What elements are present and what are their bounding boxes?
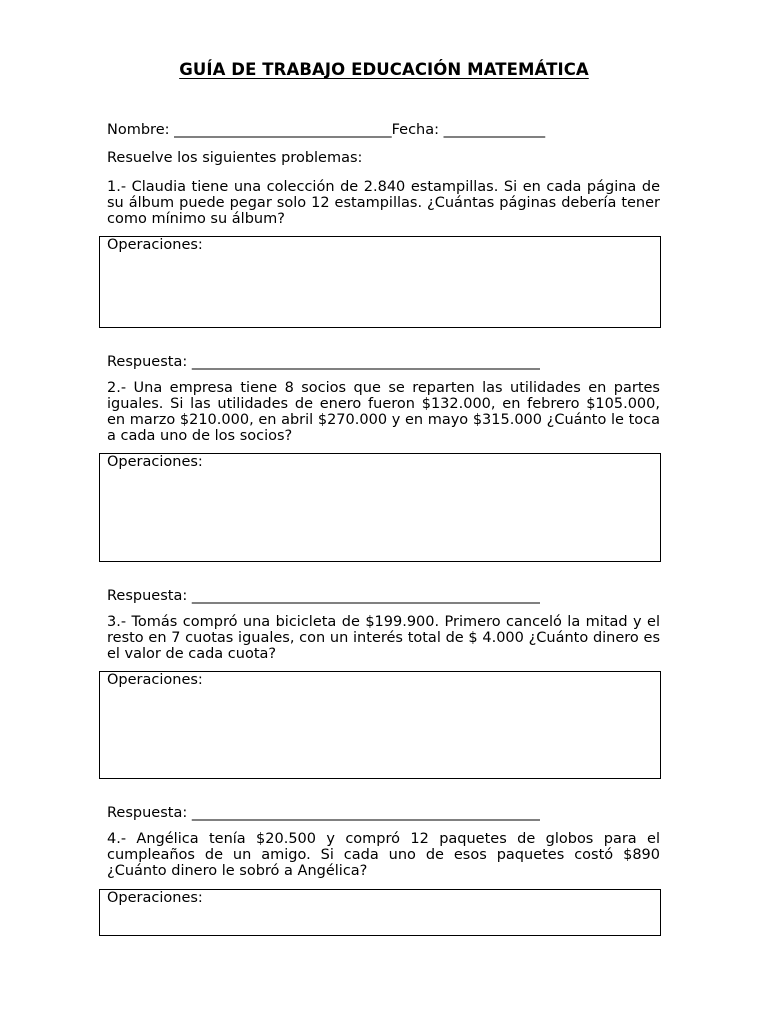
- problem-3-text: 3.- Tomás compró una bicicleta de $199.900. Primero canceló la mitad y el resto en 7 cuotas iguales, con un interés total de $ 4.000 ¿Cuánto dinero es el valor de cada cuota?: [107, 614, 660, 662]
- problem-3-answer-line: Respuesta: ________________________________________________: [107, 805, 540, 821]
- problem-1-text: 1.- Claudia tiene una colección de 2.840 estampillas. Si en cada página de su álbum puede pegar solo 12 estampillas. ¿Cuántas páginas debería tener como mínimo su álbum?: [107, 179, 660, 227]
- page-title: GUÍA DE TRABAJO EDUCACIÓN MATEMÁTICA: [179, 60, 589, 79]
- instructions: Resuelve los siguientes problemas:: [107, 150, 363, 166]
- operations-label: Operaciones:: [107, 890, 203, 906]
- operations-label: Operaciones:: [107, 454, 203, 470]
- problem-3-operations-box: [99, 671, 661, 779]
- name-date-line: Nombre: ______________________________Fecha: ______________: [107, 122, 546, 138]
- problem-2-operations-box: [99, 453, 661, 562]
- problem-4-operations-box: [99, 889, 661, 936]
- problem-2-answer-line: Respuesta: ________________________________________________: [107, 588, 540, 604]
- problem-1-operations-box: [99, 236, 661, 328]
- problem-2-text: 2.- Una empresa tiene 8 socios que se reparten las utilidades en partes iguales. Si las utilidades de enero fueron $132.000, en febrero $105.000, en marzo $210.000, en abril $270.000 y en mayo $315.000 ¿Cuánto le toca a cada uno de los socios?: [107, 380, 660, 444]
- operations-label: Operaciones:: [107, 672, 203, 688]
- problem-4-text: 4.- Angélica tenía $20.500 y compró 12 paquetes de globos para el cumpleaños de un amigo. Si cada uno de esos paquetes costó $890 ¿Cuánto dinero le sobró a Angélica?: [107, 831, 660, 879]
- operations-label: Operaciones:: [107, 237, 203, 253]
- problem-1-answer-line: Respuesta: ________________________________________________: [107, 354, 540, 370]
